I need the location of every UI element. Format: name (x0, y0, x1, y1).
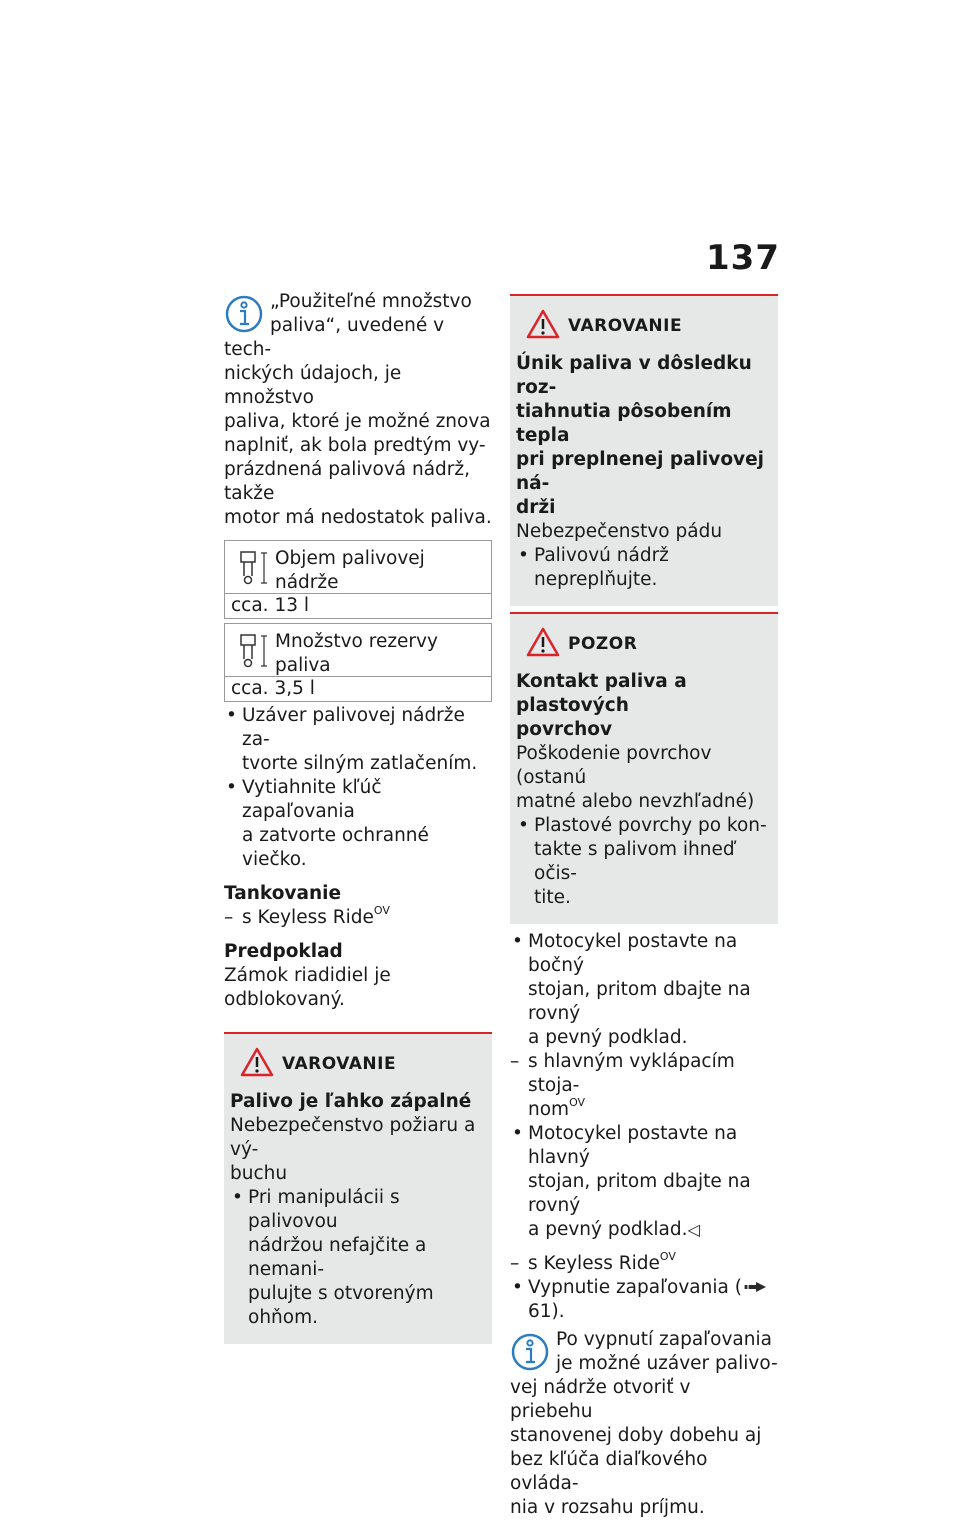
warning-box (510, 294, 778, 606)
caution-title-line: Kontakt paliva a plastových (516, 671, 687, 716)
info-line: stanovenej doby dobehu aj (510, 1425, 762, 1446)
step-list (224, 704, 492, 872)
list-item-line: stojan, pritom dbajte na rovný (528, 979, 751, 1024)
ov-marker: OV (659, 1250, 676, 1263)
list-item-line: • Plastové povrchy po kon- (534, 815, 767, 836)
list-item (516, 814, 772, 910)
info-line: paliva, ktoré je možné znova (224, 411, 491, 432)
spec-value: cca. 3,5 l (225, 676, 491, 701)
list-item-line: • Pri manipulácii s palivovou (248, 1187, 400, 1232)
warning-title: Palivo je ľahko zápalné (230, 1091, 472, 1112)
warning-triangle-icon (240, 1046, 274, 1078)
variant-label (510, 1252, 778, 1276)
warning-title-line: drži (516, 497, 556, 518)
page-number: 137 (706, 238, 780, 278)
list-item (510, 1122, 778, 1242)
warning-bullets (516, 544, 772, 592)
info-icon (224, 294, 264, 334)
info-line: nia v rozsahu príjmu. (510, 1497, 705, 1518)
info-line: paliva“, uvedené v tech- (224, 315, 445, 360)
ov-marker: OV (569, 1096, 586, 1109)
warning-triangle-icon (526, 626, 560, 658)
info-line: prázdnená palivová nádrž, takže (224, 459, 470, 504)
variant-text: s Keyless Ride (528, 1253, 660, 1274)
end-mark: ◁ (687, 1220, 700, 1239)
list-item (510, 1276, 778, 1324)
list-item: • Palivovú nádrž nepreplňujte. (516, 544, 772, 592)
list-item (230, 1186, 486, 1330)
variant-text: – s hlavným vyklápacím stoja- (528, 1051, 735, 1096)
variant-text: nom (528, 1099, 570, 1120)
info-text (510, 1328, 778, 1520)
spec-title: Množstvo rezervy paliva (275, 631, 438, 676)
list-item-text: Vypnutie zapaľovania ( (528, 1277, 742, 1298)
warning-body-line: Nebezpečenstvo požiaru a vý- (230, 1115, 476, 1160)
list-item-line: a pevný podklad. (528, 1027, 688, 1048)
list-item-line: nádržou nefajčite a nemani- (248, 1235, 427, 1280)
variant-text: s Keyless Ride (242, 907, 374, 928)
info-note (510, 1328, 778, 1520)
warning-title-line: tiahnutia pôsobením tepla (516, 401, 732, 446)
info-line: je možné uzáver palivo- (556, 1353, 778, 1374)
list-item-line: • Vytiahnite kľúč zapaľovania (242, 777, 382, 822)
step-list (510, 1122, 778, 1242)
step-list (510, 1276, 778, 1324)
warning-box (224, 1032, 492, 1344)
caution-body (516, 742, 772, 814)
warning-label: VAROVANIE (568, 316, 683, 336)
info-line: Po vypnutí zapaľovania (556, 1329, 772, 1350)
variant-label (510, 1050, 778, 1122)
info-note (224, 290, 492, 530)
list-item-line: takte s palivom ihneď očis- (534, 839, 735, 884)
prerequisite-text: Zámok riadidiel je odblokovaný. (224, 965, 391, 1010)
caution-box (510, 612, 778, 924)
caution-body-line: matné alebo nevzhľadné) (516, 791, 755, 812)
info-line: naplniť, ak bola predtým vy- (224, 435, 486, 456)
list-item-line: tite. (534, 887, 571, 908)
page-reference-arrow-icon[interactable] (742, 1280, 770, 1294)
fuel-reserve-spec (224, 623, 492, 702)
warning-title-line: pri preplnenej palivovej ná- (516, 449, 764, 494)
page-reference[interactable]: 61). (528, 1301, 565, 1322)
warning-body: Nebezpečenstvo pádu (516, 521, 723, 542)
prerequisite-heading: Predpoklad (224, 941, 343, 962)
caution-body-line: Poškodenie povrchov (ostanú (516, 743, 712, 788)
warning-bullets (230, 1186, 486, 1330)
info-line: motor má nedostatok paliva. (224, 507, 492, 528)
list-item (224, 776, 492, 872)
warning-title (516, 352, 772, 520)
list-item-line: pulujte s otvoreným ohňom. (248, 1283, 434, 1328)
right-column (510, 294, 778, 1520)
list-item-line: a zatvorte ochranné viečko. (242, 825, 429, 870)
list-item (224, 704, 492, 776)
warning-body (230, 1114, 486, 1186)
warning-title-line: Únik paliva v dôsledku roz- (516, 353, 752, 398)
list-item-line: • Motocykel postavte na hlavný (528, 1123, 738, 1168)
list-item-line: stojan, pritom dbajte na rovný (528, 1171, 751, 1216)
caution-bullets (516, 814, 772, 910)
caution-title (516, 670, 772, 742)
ov-marker: OV (373, 904, 390, 917)
info-line: bez kľúča diaľkového ovláda- (510, 1449, 708, 1494)
info-icon (510, 1332, 550, 1372)
info-line: vej nádrže otvoriť v priebehu (510, 1377, 691, 1422)
list-item-line: a pevný podklad. (528, 1219, 688, 1240)
list-item-line: • Motocykel postavte na bočný (528, 931, 738, 976)
info-line: nických údajoch, je množstvo (224, 363, 402, 408)
info-text (224, 290, 492, 530)
warning-triangle-icon (526, 308, 560, 340)
spec-value: cca. 13 l (225, 593, 491, 618)
info-line: „Použiteľné množstvo (270, 291, 472, 312)
measurement-icon (235, 632, 271, 670)
list-item-line: tvorte silným zatlačením. (242, 753, 478, 774)
list-item (510, 930, 778, 1050)
measurement-icon (235, 549, 271, 587)
spec-title: Objem palivovej nádrže (275, 548, 425, 593)
variant-label (224, 906, 492, 930)
list-item-line: • Uzáver palivovej nádrže za- (242, 705, 465, 750)
warning-body-line: buchu (230, 1163, 288, 1184)
step-list (510, 930, 778, 1050)
fuel-capacity-spec (224, 540, 492, 619)
warning-label: VAROVANIE (282, 1054, 397, 1074)
caution-title-line: povrchov (516, 719, 613, 740)
left-column (224, 290, 492, 1344)
caution-label: POZOR (568, 634, 638, 654)
section-heading: Tankovanie (224, 883, 342, 904)
